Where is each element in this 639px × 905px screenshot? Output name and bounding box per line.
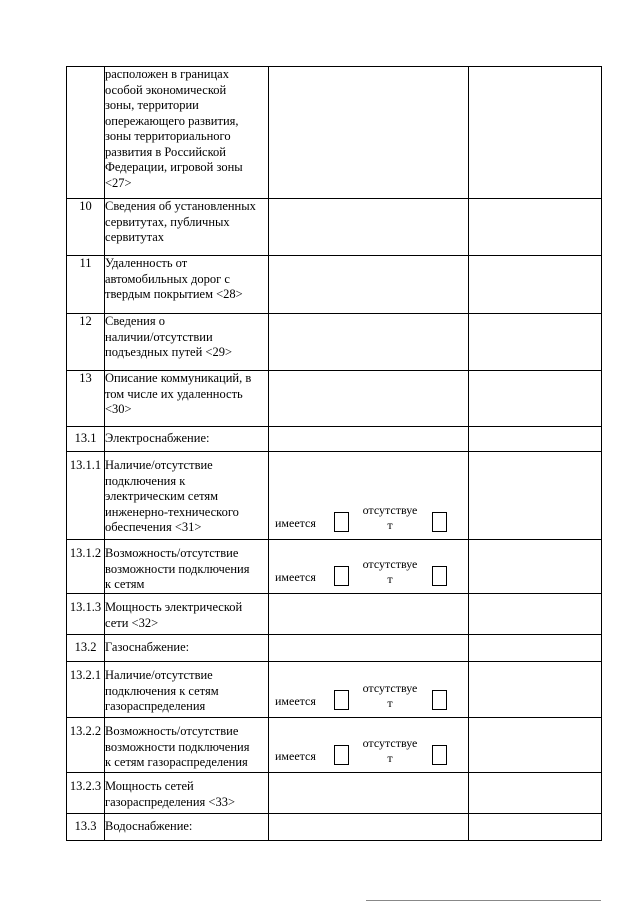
form-table bbox=[66, 66, 602, 841]
row-description: Возможность/отсутствие возможности подключения к сетям bbox=[105, 540, 269, 594]
availability-choice bbox=[273, 732, 464, 768]
note-cell[interactable] bbox=[469, 540, 602, 594]
row-number bbox=[67, 67, 105, 199]
note-cell[interactable] bbox=[469, 773, 602, 814]
value-cell[interactable] bbox=[269, 314, 469, 371]
table-row bbox=[67, 773, 602, 814]
value-cell[interactable] bbox=[269, 814, 469, 841]
value-cell bbox=[269, 662, 469, 718]
value-cell[interactable] bbox=[269, 256, 469, 314]
present-label: имеется bbox=[275, 569, 316, 584]
table-row bbox=[67, 662, 602, 718]
absent-label: отсутствуе т bbox=[362, 503, 418, 532]
table-row bbox=[67, 635, 602, 662]
row-number: 13.1 bbox=[67, 427, 105, 452]
row-description: Водоснабжение: bbox=[105, 814, 269, 841]
present-label: имеется bbox=[275, 748, 316, 763]
table-row bbox=[67, 371, 602, 427]
row-description: Возможность/отсутствие возможности подключения к сетям газораспределения bbox=[105, 718, 269, 773]
row-description: Электроснабжение: bbox=[105, 427, 269, 452]
row-number: 13.2.3 bbox=[67, 773, 105, 814]
row-number: 13.1.1 bbox=[67, 452, 105, 540]
availability-choice bbox=[273, 677, 464, 713]
present-checkbox[interactable] bbox=[334, 690, 349, 710]
row-number: 13.2 bbox=[67, 635, 105, 662]
table-row bbox=[67, 199, 602, 256]
value-cell[interactable] bbox=[269, 199, 469, 256]
present-label: имеется bbox=[275, 515, 316, 530]
table-row bbox=[67, 256, 602, 314]
row-description: Наличие/отсутствие подключения к электрическим сетям инженерно-технического обеспечения <31> bbox=[105, 452, 269, 540]
row-number: 13 bbox=[67, 371, 105, 427]
note-cell[interactable] bbox=[469, 718, 602, 773]
table-row bbox=[67, 314, 602, 371]
row-number: 13.1.3 bbox=[67, 594, 105, 635]
row-number: 11 bbox=[67, 256, 105, 314]
value-cell[interactable] bbox=[269, 427, 469, 452]
value-cell bbox=[269, 540, 469, 594]
availability-choice bbox=[273, 499, 464, 535]
present-checkbox[interactable] bbox=[334, 745, 349, 765]
value-cell bbox=[269, 452, 469, 540]
row-description: Газоснабжение: bbox=[105, 635, 269, 662]
value-cell[interactable] bbox=[269, 67, 469, 199]
note-cell[interactable] bbox=[469, 427, 602, 452]
present-checkbox[interactable] bbox=[334, 566, 349, 586]
value-cell[interactable] bbox=[269, 635, 469, 662]
row-number: 13.3 bbox=[67, 814, 105, 841]
present-checkbox[interactable] bbox=[334, 512, 349, 532]
note-cell[interactable] bbox=[469, 199, 602, 256]
note-cell[interactable] bbox=[469, 662, 602, 718]
row-number: 13.1.2 bbox=[67, 540, 105, 594]
note-cell[interactable] bbox=[469, 452, 602, 540]
row-description: расположен в границах особой экономической зоны, территории опережающего развития, зоны территориального развития в Российской Федерации, игровой зоны <27> bbox=[105, 67, 269, 199]
absent-label: отсутствуе т bbox=[362, 736, 418, 765]
table-row bbox=[67, 427, 602, 452]
row-description: Сведения об установленных сервитутах, публичных сервитутах bbox=[105, 199, 269, 256]
value-cell[interactable] bbox=[269, 773, 469, 814]
absent-checkbox[interactable] bbox=[432, 690, 447, 710]
table-row bbox=[67, 814, 602, 841]
note-cell[interactable] bbox=[469, 635, 602, 662]
row-description: Мощность сетей газораспределения <33> bbox=[105, 773, 269, 814]
absent-checkbox[interactable] bbox=[432, 566, 447, 586]
row-description: Описание коммуникаций, в том числе их удаленность <30> bbox=[105, 371, 269, 427]
absent-label: отсутствуе т bbox=[362, 681, 418, 710]
note-cell[interactable] bbox=[469, 594, 602, 635]
value-cell[interactable] bbox=[269, 371, 469, 427]
row-description: Сведения о наличии/отсутствии подъездных путей <29> bbox=[105, 314, 269, 371]
note-cell[interactable] bbox=[469, 814, 602, 841]
note-cell[interactable] bbox=[469, 371, 602, 427]
absent-label: отсутствуе т bbox=[362, 557, 418, 586]
table-row bbox=[67, 452, 602, 540]
row-description: Мощность электрической сети <32> bbox=[105, 594, 269, 635]
table-row bbox=[67, 540, 602, 594]
row-description: Удаленность от автомобильных дорог с твердым покрытием <28> bbox=[105, 256, 269, 314]
value-cell[interactable] bbox=[269, 594, 469, 635]
row-number: 13.2.2 bbox=[67, 718, 105, 773]
row-description: Наличие/отсутствие подключения к сетям газораспределения bbox=[105, 662, 269, 718]
footer-rule bbox=[366, 900, 601, 901]
absent-checkbox[interactable] bbox=[432, 745, 447, 765]
value-cell bbox=[269, 718, 469, 773]
absent-checkbox[interactable] bbox=[432, 512, 447, 532]
availability-choice bbox=[273, 553, 464, 589]
row-number: 12 bbox=[67, 314, 105, 371]
note-cell[interactable] bbox=[469, 256, 602, 314]
row-number: 10 bbox=[67, 199, 105, 256]
present-label: имеется bbox=[275, 693, 316, 708]
note-cell[interactable] bbox=[469, 67, 602, 199]
table-row bbox=[67, 67, 602, 199]
row-number: 13.2.1 bbox=[67, 662, 105, 718]
table-row bbox=[67, 718, 602, 773]
table-row bbox=[67, 594, 602, 635]
note-cell[interactable] bbox=[469, 314, 602, 371]
